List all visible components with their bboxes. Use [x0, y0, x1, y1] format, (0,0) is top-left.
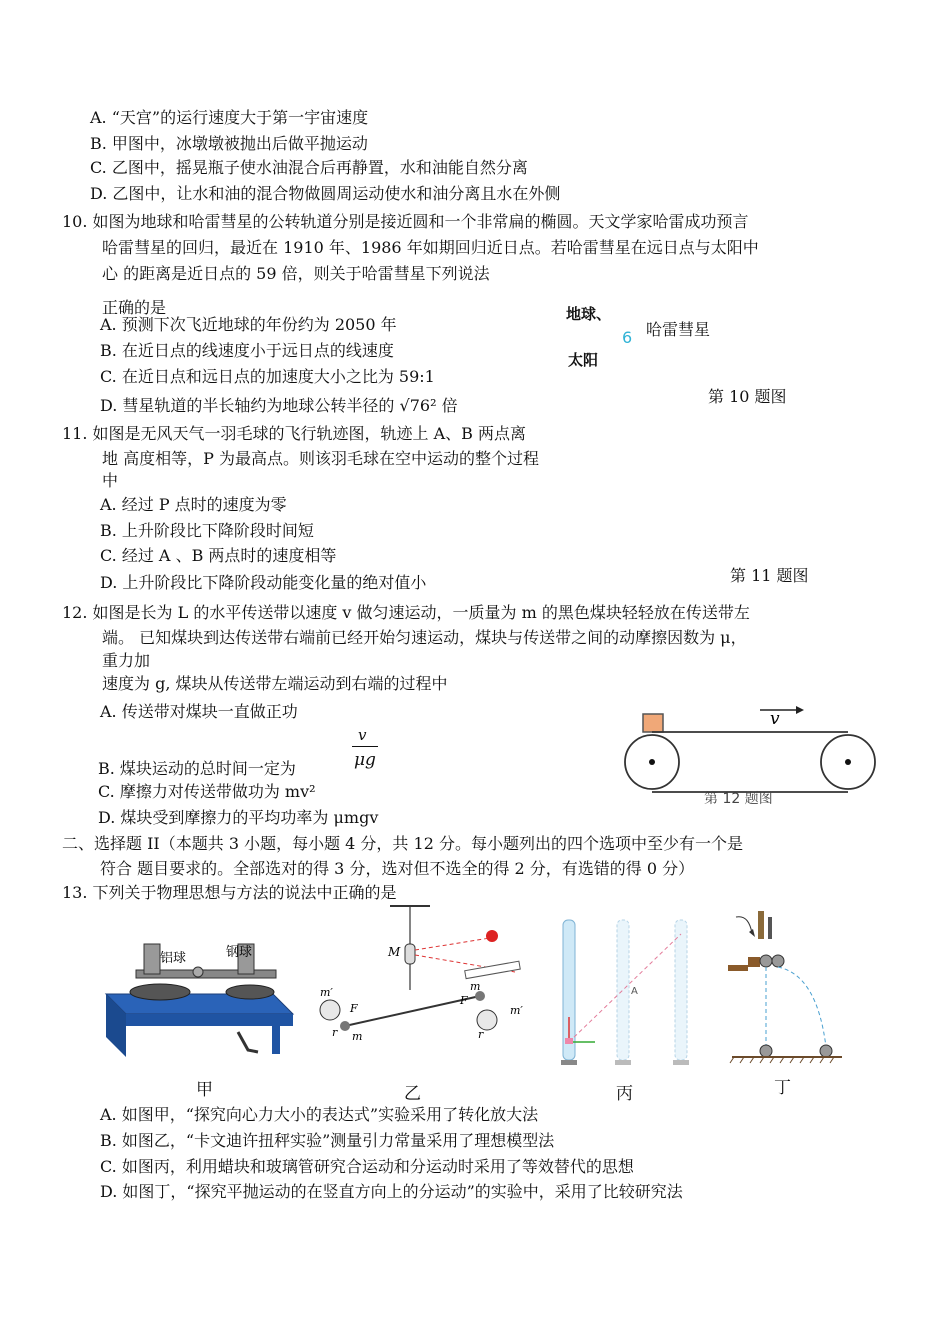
ball-free	[760, 955, 772, 967]
tube-base-1	[561, 1060, 577, 1065]
light-source	[486, 930, 498, 942]
q12-option-c: C. 摩擦力对传送带做功为 mv²	[98, 782, 316, 801]
sleeve-left	[144, 944, 160, 974]
q12-option-b: B. 煤块运动的总时间一定为	[98, 759, 296, 778]
q10-stem-line-3: 心 的距离是近日点的 59 倍，则关于哈雷彗星下列说法	[102, 264, 490, 283]
tube-2	[617, 920, 629, 1060]
big-ball-left	[320, 1000, 340, 1020]
q9-option-b: B. 甲图中，冰墩墩被抛出后做平抛运动	[90, 134, 368, 153]
stand-top	[728, 965, 748, 971]
label-m-prime-right: m′	[510, 1004, 523, 1017]
q12-figure-caption: 第 12 题图	[704, 791, 773, 807]
projectile-path	[778, 967, 826, 1047]
q10-option-b: B. 在近日点的线速度小于远日点的线速度	[100, 341, 394, 360]
q10-stem-line-2: 哈雷彗星的回归，最近在 1910 年、1986 年如期回归近日点。若哈雷彗星在远日点与太阳中	[102, 238, 759, 257]
q10-label-comet: 哈雷彗星	[646, 320, 711, 339]
velocity-arrow-head	[796, 706, 804, 714]
q11-option-c: C. 经过 A 、B 两点时的速度相等	[100, 546, 337, 565]
label-r-left: r	[332, 1026, 338, 1039]
q12-option-d: D. 煤块受到摩擦力的平均功率为 μmgv	[98, 808, 379, 827]
q13-label-bing: 丙	[616, 1084, 633, 1104]
q10-option-c: C. 在近日点和远日点的加速度大小之比为 59:1	[100, 367, 435, 386]
tube-3	[675, 920, 687, 1060]
pulley-right	[226, 985, 274, 999]
q11-stem-line-2: 地 高度相等，P 为最高点。则该羽毛球在空中运动的整个过程	[102, 449, 539, 468]
q12-stem-line-2: 端。 已知煤块到达传送带右端前已经开始匀速运动，煤块与传送带之间的动摩擦因数为 μ，	[102, 628, 747, 647]
q9-option-d: D. 乙图中，让水和油的混合物做圆周运动使水和油分离且水在外侧	[90, 184, 561, 203]
q10-option-d: D. 彗星轨道的半长轴约为地球公转半径的 √76² 倍	[100, 396, 458, 415]
q13-option-c: C. 如图丙，利用蜡块和玻璃管研究合运动和分运动时采用了等效替代的思想	[100, 1157, 634, 1176]
q11-option-b: B. 上升阶段比下降阶段时间短	[100, 521, 314, 540]
q13-stem: 13. 下列关于物理思想与方法的说法中正确的是	[62, 883, 397, 902]
hammer-post	[768, 917, 772, 939]
label-aluminum-ball: 铝球	[160, 951, 187, 966]
mirror	[405, 944, 415, 964]
q12-option-a: A. 传送带对煤块一直做正功	[100, 702, 298, 721]
q12-frac-numerator: v	[358, 726, 367, 744]
label-A: A	[631, 986, 638, 997]
q13-label-jia: 甲	[196, 1080, 213, 1100]
q11-option-d: D. 上升阶段比下降阶段动能变化量的绝对值小	[100, 573, 427, 592]
q10-option-a: A. 预测下次飞近地球的年份约为 2050 年	[100, 315, 397, 334]
section2-line-1: 二、选择题 II（本题共 3 小题，每小题 4 分，共 12 分。每小题列出的四个选项中至少有一个是	[62, 834, 743, 853]
q10-label-sun: 太阳	[568, 351, 599, 369]
stand-block	[748, 957, 760, 967]
q10-label-earth: 地球、	[566, 305, 612, 323]
label-steel-ball: 钢球	[226, 945, 253, 960]
light-beam-in	[415, 938, 490, 950]
left-pulley-axle	[649, 759, 655, 765]
pulley-left	[130, 984, 190, 1000]
base-leg	[272, 1024, 280, 1054]
q13-figure-bing	[555, 912, 700, 1072]
velocity-label: v	[770, 709, 780, 729]
label-F-left: F	[350, 1002, 358, 1015]
right-pulley-axle	[845, 759, 851, 765]
label-m-right: m	[470, 980, 481, 993]
ball-projectile	[772, 955, 784, 967]
q13-figure-jia	[98, 932, 298, 1067]
q10-stem-line-1: 10. 如图为地球和哈雷彗星的公转轨道分别是接近圆和一个非常扁的椭圆。天文学家哈雷成功预言	[62, 212, 749, 231]
q13-option-d: D. 如图丁，“探究平抛运动的在竖直方向上的分运动”的实验中，采用了比较研究法	[100, 1182, 683, 1201]
coal-block	[643, 714, 663, 732]
label-M: M	[388, 945, 401, 959]
hammer	[758, 911, 764, 939]
q12-frac-denominator: μg	[354, 750, 376, 770]
label-m-prime-left: m′	[320, 986, 333, 999]
q10-mark: 6	[622, 328, 633, 347]
wax-block	[565, 1038, 573, 1044]
q9-option-c: C. 乙图中，摇晃瓶子使水油混合后再静置，水和油能自然分离	[90, 158, 528, 177]
scale	[465, 961, 521, 978]
label-F-right: F	[460, 994, 468, 1007]
q11-stem-line-3: 中	[102, 471, 119, 490]
q9-option-a: A. “天宫”的运行速度大于第一宇宙速度	[90, 108, 369, 127]
tube-base-3	[673, 1060, 689, 1065]
strike-arrow-head	[749, 929, 755, 937]
ball-landed-1	[760, 1045, 772, 1057]
q12-stem-line-3: 重力加	[102, 651, 151, 670]
q11-stem-line-1: 11. 如图是无风天气一羽毛球的飞行轨迹图，轨迹上 A、B 两点离	[62, 424, 527, 443]
strike-arrow	[736, 917, 752, 933]
q10-stem-line-4: 正确的是	[102, 298, 167, 317]
q13-label-ding: 丁	[774, 1078, 791, 1098]
q13-option-a: A. 如图甲，“探究向心力大小的表达式”实验采用了转化放大法	[100, 1105, 539, 1124]
ball-landed-2	[820, 1045, 832, 1057]
q13-figure-ding	[722, 905, 852, 1065]
label-r-right: r	[478, 1028, 484, 1041]
q12-stem-line-4: 速度为 g, 煤块从传送带左端运动到右端的过程中	[102, 674, 448, 693]
section2-line-2: 符合 题目要求的。全部选对的得 3 分，选对但不选全的得 2 分，有选错的得 0 分）	[100, 859, 695, 878]
label-m-left: m	[352, 1030, 363, 1043]
crank-handle	[238, 1032, 258, 1052]
q12-frac-bar	[352, 746, 378, 747]
base-front	[126, 1014, 293, 1026]
big-ball-right	[477, 1010, 497, 1030]
q13-option-b: B. 如图乙，“卡文迪许扭秤实验”测量引力常量采用了理想模型法	[100, 1131, 555, 1150]
q11-figure-caption: 第 11 题图	[730, 566, 809, 585]
tube-base-2	[615, 1060, 631, 1065]
q11-option-a: A. 经过 P 点时的速度为零	[100, 495, 287, 514]
ball-middle	[193, 967, 203, 977]
q13-figure-yi	[310, 900, 535, 1050]
q12-stem-line-1: 12. 如图是长为 L 的水平传送带以速度 v 做匀速运动，一质量为 m 的黑色煤块轻轻放在传送带左	[62, 603, 750, 622]
q10-figure-caption: 第 10 题图	[708, 387, 787, 406]
small-ball-left	[340, 1021, 350, 1031]
q13-label-yi: 乙	[404, 1084, 421, 1104]
